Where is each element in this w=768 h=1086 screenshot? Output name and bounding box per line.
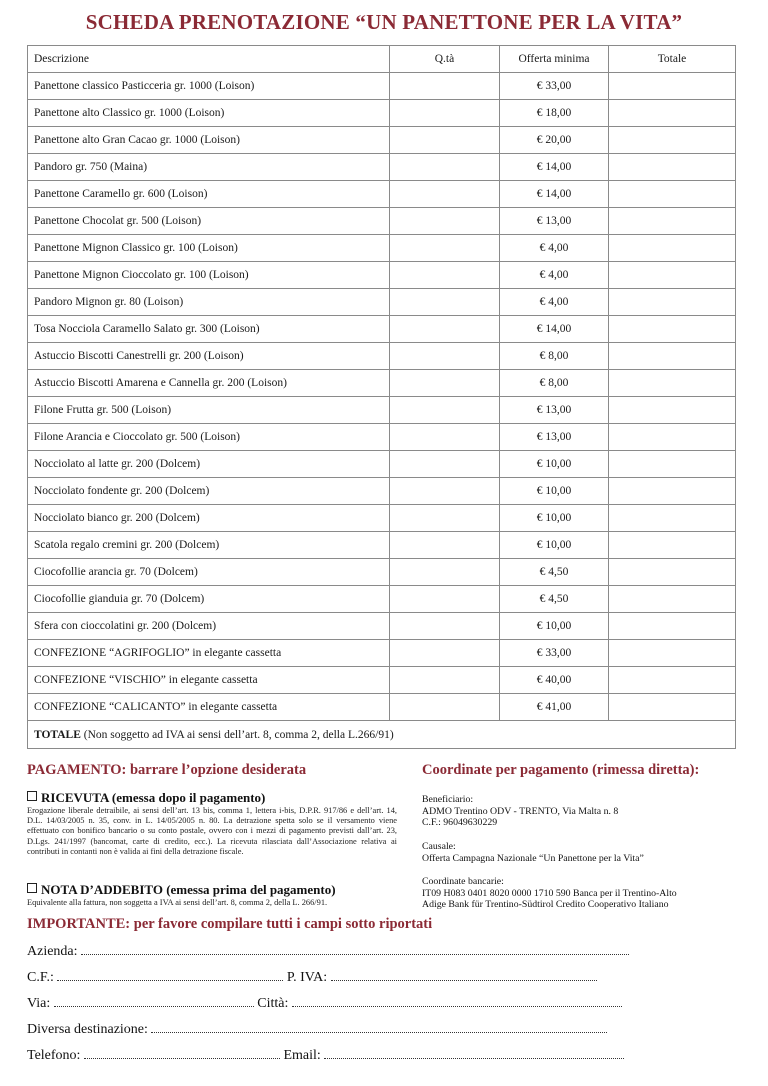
payment-heading: PAGAMENTO: barrare l’opzione desiderata [27,762,307,778]
quantity-cell[interactable] [390,316,500,343]
quantity-cell[interactable] [390,478,500,505]
total-cell[interactable] [609,235,736,262]
product-description: Ciocofollie arancia gr. 70 (Dolcem) [28,559,390,586]
table-row [28,613,736,640]
min-offer-price: € 8,00 [500,370,609,397]
beneficiario-label: Beneficiario [422,794,471,805]
ricevuta-title: RICEVUTA (emessa dopo il pagamento) [41,790,266,805]
via-field[interactable] [54,994,254,1007]
azienda-field[interactable] [81,942,629,955]
table-row [28,505,736,532]
quantity-cell[interactable] [390,694,500,721]
table-row [28,316,736,343]
min-offer-price: € 10,00 [500,613,609,640]
min-offer-price: € 8,00 [500,343,609,370]
quantity-cell[interactable] [390,667,500,694]
product-description: Pandoro Mignon gr. 80 (Loison) [28,289,390,316]
nota-addebito-checkbox[interactable] [27,883,37,893]
total-cell[interactable] [609,262,736,289]
bancarie-block: Coordinate bancarie: IT09 H083 0401 8020 0000 1710 590 Banca per il Trentino-Alto Adige Bank für Trentino-Südtirol Credito Cooperativo Italiano [422,876,752,911]
citta-field[interactable] [292,994,622,1007]
min-offer-price: € 10,00 [500,478,609,505]
total-cell[interactable] [609,208,736,235]
product-description: Nocciolato fondente gr. 200 (Dolcem) [28,478,390,505]
quantity-cell[interactable] [390,100,500,127]
citta-label: Città: [257,996,289,1011]
total-cell[interactable] [609,505,736,532]
table-row [28,343,736,370]
total-cell[interactable] [609,613,736,640]
quantity-cell[interactable] [390,73,500,100]
product-description: CONFEZIONE “CALICANTO” in elegante cassetta [28,694,390,721]
product-description: Sfera con cioccolatini gr. 200 (Dolcem) [28,613,390,640]
table-row [28,289,736,316]
product-description: Ciocofollie gianduia gr. 70 (Dolcem) [28,586,390,613]
quantity-cell[interactable] [390,208,500,235]
product-description: CONFEZIONE “VISCHIO” in elegante cassetta [28,667,390,694]
total-cell[interactable] [609,667,736,694]
table-row [28,100,736,127]
quantity-cell[interactable] [390,424,500,451]
telefono-email-row [27,1046,624,1064]
quantity-cell[interactable] [390,289,500,316]
table-row [28,235,736,262]
total-cell[interactable] [609,586,736,613]
product-description: Panettone Caramello gr. 600 (Loison) [28,181,390,208]
total-row [28,721,736,749]
product-description: Panettone Mignon Classico gr. 100 (Loison) [28,235,390,262]
cf-piva-row [27,968,597,986]
total-cell[interactable] [609,397,736,424]
table-row [28,397,736,424]
total-cell[interactable] [609,478,736,505]
via-citta-row [27,994,622,1012]
cf-label: C.F.: [27,970,54,985]
product-description: Panettone alto Gran Cacao gr. 1000 (Loison) [28,127,390,154]
quantity-cell[interactable] [390,181,500,208]
order-table-body [28,73,736,721]
quantity-cell[interactable] [390,640,500,667]
bancarie-label: Coordinate bancarie [422,876,502,887]
min-offer-price: € 4,00 [500,235,609,262]
piva-field[interactable] [331,968,597,981]
bancarie-line-2: Adige Bank für Trentino-Südtirol Credito Cooperativo Italiano [422,899,669,910]
product-description: Filone Arancia e Cioccolato gr. 500 (Loison) [28,424,390,451]
bancarie-line-1: IT09 H083 0401 8020 0000 1710 590 Banca per il Trentino-Alto [422,887,677,899]
product-description: Nocciolato al latte gr. 200 (Dolcem) [28,451,390,478]
beneficiario-block: Beneficiario: ADMO Trentino ODV - TRENTO, Via Malta n. 8 C.F.: 96049630229 [422,794,742,829]
min-offer-price: € 4,50 [500,559,609,586]
total-cell[interactable] [609,559,736,586]
table-row [28,694,736,721]
product-description: CONFEZIONE “AGRIFOGLIO” in elegante cassetta [28,640,390,667]
column-header-total: Totale [609,46,736,73]
ricevuta-option[interactable] [27,790,265,806]
total-cell[interactable] [609,424,736,451]
quantity-cell[interactable] [390,451,500,478]
table-row [28,262,736,289]
quantity-cell[interactable] [390,397,500,424]
azienda-label: Azienda: [27,944,78,959]
product-description: Scatola regalo cremini gr. 200 (Dolcem) [28,532,390,559]
min-offer-price: € 20,00 [500,127,609,154]
email-field[interactable] [324,1046,624,1059]
total-cell[interactable] [609,154,736,181]
product-description: Panettone Chocolat gr. 500 (Loison) [28,208,390,235]
table-row [28,478,736,505]
min-offer-price: € 14,00 [500,181,609,208]
product-description: Panettone alto Classico gr. 1000 (Loison) [28,100,390,127]
via-label: Via: [27,996,51,1011]
quantity-cell[interactable] [390,154,500,181]
total-cell [28,721,736,749]
min-offer-price: € 13,00 [500,397,609,424]
min-offer-price: € 14,00 [500,316,609,343]
min-offer-price: € 13,00 [500,208,609,235]
min-offer-price: € 41,00 [500,694,609,721]
min-offer-price: € 4,00 [500,262,609,289]
total-cell[interactable] [609,370,736,397]
table-row [28,640,736,667]
destinazione-row [27,1020,607,1038]
min-offer-price: € 4,50 [500,586,609,613]
important-heading: IMPORTANTE: per favore compilare tutti i campi sotto riportati [27,916,433,932]
min-offer-price: € 40,00 [500,667,609,694]
telefono-field[interactable] [84,1046,280,1059]
min-offer-price: € 13,00 [500,424,609,451]
table-row [28,370,736,397]
total-cell[interactable] [609,694,736,721]
min-offer-price: € 10,00 [500,505,609,532]
ricevuta-checkbox[interactable] [27,791,37,801]
causale-text: Offerta Campagna Nazionale “Un Panettone per la Vita” [422,852,644,864]
table-row [28,181,736,208]
destinazione-label: Diversa destinazione: [27,1022,148,1037]
product-description: Panettone classico Pasticceria gr. 1000 (Loison) [28,73,390,100]
destinazione-field[interactable] [151,1020,607,1033]
nota-addebito-option[interactable] [27,882,336,898]
table-row [28,208,736,235]
total-cell[interactable] [609,73,736,100]
min-offer-price: € 4,00 [500,289,609,316]
causale-label: Causale [422,841,454,852]
quantity-cell[interactable] [390,343,500,370]
table-row [28,127,736,154]
product-description: Astuccio Biscotti Amarena e Cannella gr. 200 (Loison) [28,370,390,397]
table-row [28,424,736,451]
product-description: Nocciolato bianco gr. 200 (Dolcem) [28,505,390,532]
total-label: TOTALE [34,728,81,741]
total-cell[interactable] [609,100,736,127]
min-offer-price: € 33,00 [500,73,609,100]
min-offer-price: € 18,00 [500,100,609,127]
min-offer-price: € 33,00 [500,640,609,667]
quantity-cell[interactable] [390,127,500,154]
piva-label: P. IVA: [286,970,328,985]
column-header-min-offer: Offerta minima [500,46,609,73]
product-description: Filone Frutta gr. 500 (Loison) [28,397,390,424]
quantity-cell[interactable] [390,235,500,262]
quantity-cell[interactable] [390,532,500,559]
column-header-description: Descrizione [28,46,390,73]
product-description: Pandoro gr. 750 (Maina) [28,154,390,181]
order-table [27,45,736,749]
nota-addebito-description: Equivalente alla fattura, non soggetta a IVA ai sensi dell’art. 8, comma 2, della L. 266/91. [27,898,328,907]
table-row [28,559,736,586]
cf-field[interactable] [57,968,283,981]
beneficiario-line-1: ADMO Trentino ODV - TRENTO, Via Malta n. 8 [422,805,619,817]
email-label: Email: [283,1048,321,1063]
table-row [28,73,736,100]
table-row [28,586,736,613]
total-note: (Non soggetto ad IVA ai sensi dell’art. 8, comma 2, della L.266/91) [80,728,394,741]
quantity-cell[interactable] [390,370,500,397]
total-cell[interactable] [609,343,736,370]
min-offer-price: € 10,00 [500,451,609,478]
total-cell[interactable] [609,181,736,208]
table-row [28,154,736,181]
min-offer-price: € 10,00 [500,532,609,559]
table-header-row [28,46,736,73]
quantity-cell[interactable] [390,613,500,640]
ricevuta-description: Erogazione liberale detraibile, ai sensi dell’art. 13 bis, comma 1, lettera i-bis, D.P.R. 917/86 e dell’art. 14, D.L. 14/03/2005 n. 35, conv. in L. 14/05/2005 n. 80. La detrazione spetta solo se il versamento viene effettuato con bonifico bancario o su conto postale, ovvero con i mezzi di pagamento previsti dall’art. 23, D.Lgs. 241/1997 (bancomat, carte di credito, ecc.). La ricevuta rilasciata dall’Associazione relativa ai contributi in contanti non è valida ai fini della detrazione fiscale. [27,806,397,856]
table-row [28,532,736,559]
total-cell[interactable] [609,451,736,478]
azienda-row [27,942,629,960]
quantity-cell[interactable] [390,586,500,613]
quantity-cell[interactable] [390,559,500,586]
total-cell[interactable] [609,316,736,343]
total-cell[interactable] [609,289,736,316]
coordinates-heading: Coordinate per pagamento (rimessa diretta): [422,762,700,778]
page-title: SCHEDA PRENOTAZIONE “UN PANETTONE PER LA VITA” [85,10,683,34]
telefono-label: Telefono: [27,1048,81,1063]
total-cell[interactable] [609,127,736,154]
table-row [28,667,736,694]
causale-block: Causale: Offerta Campagna Nazionale “Un Panettone per la Vita” [422,841,742,864]
quantity-cell[interactable] [390,505,500,532]
min-offer-price: € 14,00 [500,154,609,181]
product-description: Panettone Mignon Cioccolato gr. 100 (Loison) [28,262,390,289]
table-row [28,451,736,478]
total-cell[interactable] [609,532,736,559]
beneficiario-line-2: C.F.: 96049630229 [422,817,498,828]
nota-addebito-title: NOTA D’ADDEBITO (emessa prima del pagamento) [41,882,336,897]
column-header-quantity: Q.tà [390,46,500,73]
total-cell[interactable] [609,640,736,667]
product-description: Astuccio Biscotti Canestrelli gr. 200 (Loison) [28,343,390,370]
product-description: Tosa Nocciola Caramello Salato gr. 300 (Loison) [28,316,390,343]
quantity-cell[interactable] [390,262,500,289]
